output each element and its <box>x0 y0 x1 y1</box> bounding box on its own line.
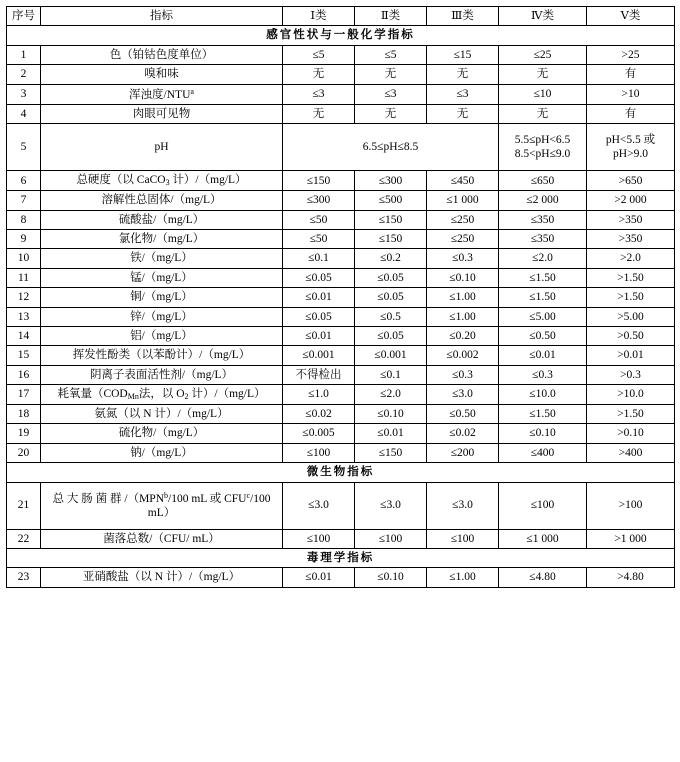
row-index: 22 <box>7 529 41 548</box>
indicator-value: ≤0.01 <box>355 424 427 443</box>
indicator-value: ≤1.00 <box>427 568 499 587</box>
table-row <box>7 124 675 171</box>
indicator-value: >1.50 <box>587 288 675 307</box>
indicator-value: ≤5 <box>355 45 427 64</box>
table-row <box>7 104 675 123</box>
table-row <box>7 568 675 587</box>
indicator-value: ≤2.0 <box>355 385 427 405</box>
table-row <box>7 249 675 268</box>
column-header: 指标 <box>41 7 283 26</box>
indicator-value: ≤200 <box>427 443 499 462</box>
table-row <box>7 210 675 229</box>
indicator-value: ≤0.01 <box>283 288 355 307</box>
indicator-value: ≤0.01 <box>283 568 355 587</box>
indicator-value: ≤3.0 <box>427 482 499 529</box>
indicator-value: >0.01 <box>587 346 675 365</box>
indicator-value: ≤400 <box>499 443 587 462</box>
indicator-name: 色（铂钴色度单位） <box>41 45 283 64</box>
indicator-value: ≤0.20 <box>427 326 499 345</box>
indicator-value-span: 6.5≤pH≤8.5 <box>283 124 499 171</box>
indicator-value: >1 000 <box>587 529 675 548</box>
indicator-name: 肉眼可见物 <box>41 104 283 123</box>
indicator-value: 5.5≤pH<6.5 8.5<pH≤9.0 <box>499 124 587 171</box>
indicator-value: ≤0.10 <box>355 568 427 587</box>
indicator-value: ≤50 <box>283 210 355 229</box>
indicator-value: 无 <box>499 65 587 84</box>
row-index: 6 <box>7 171 41 191</box>
indicator-value: ≤15 <box>427 45 499 64</box>
indicator-value: ≤25 <box>499 45 587 64</box>
indicator-value: >2 000 <box>587 191 675 210</box>
indicator-value: >1.50 <box>587 405 675 424</box>
indicator-value: ≤10.0 <box>499 385 587 405</box>
table-row <box>7 365 675 384</box>
indicator-value: ≤2 000 <box>499 191 587 210</box>
indicator-value: ≤1.50 <box>499 268 587 287</box>
indicator-name: 溶解性总固体/（mg/L） <box>41 191 283 210</box>
indicator-value: ≤0.001 <box>355 346 427 365</box>
indicator-value: ≤1.00 <box>427 307 499 326</box>
indicator-value: ≤150 <box>355 230 427 249</box>
indicator-value: ≤1.50 <box>499 405 587 424</box>
indicator-value: >2.0 <box>587 249 675 268</box>
indicator-name: 硫化物/（mg/L） <box>41 424 283 443</box>
section-title: 毒理学指标 <box>7 548 675 567</box>
indicator-value: ≤300 <box>355 171 427 191</box>
indicator-name: 铜/（mg/L） <box>41 288 283 307</box>
indicator-value: 有 <box>587 65 675 84</box>
indicator-value: ≤0.005 <box>283 424 355 443</box>
indicator-name: 嗅和味 <box>41 65 283 84</box>
indicator-value: ≤0.05 <box>355 288 427 307</box>
row-index: 8 <box>7 210 41 229</box>
indicator-value: 无 <box>355 65 427 84</box>
row-index: 10 <box>7 249 41 268</box>
table-row <box>7 268 675 287</box>
row-index: 14 <box>7 326 41 345</box>
indicator-value: ≤3.0 <box>355 482 427 529</box>
section-title: 微生物指标 <box>7 463 675 482</box>
table-row <box>7 230 675 249</box>
table-row <box>7 346 675 365</box>
table-row <box>7 424 675 443</box>
row-index: 11 <box>7 268 41 287</box>
row-index: 7 <box>7 191 41 210</box>
table-row <box>7 443 675 462</box>
indicator-value: ≤2.0 <box>499 249 587 268</box>
indicator-value: ≤350 <box>499 210 587 229</box>
indicator-value: >0.10 <box>587 424 675 443</box>
indicator-value: ≤0.1 <box>283 249 355 268</box>
indicator-value: ≤0.05 <box>283 307 355 326</box>
table-row <box>7 326 675 345</box>
indicator-name: 钠/（mg/L） <box>41 443 283 462</box>
indicator-name: 铁/（mg/L） <box>41 249 283 268</box>
indicator-value: ≤0.2 <box>355 249 427 268</box>
indicator-value: >400 <box>587 443 675 462</box>
indicator-value: ≤100 <box>499 482 587 529</box>
indicator-value: ≤500 <box>355 191 427 210</box>
indicator-name: 阴离子表面活性剂/（mg/L） <box>41 365 283 384</box>
indicator-value: ≤0.10 <box>355 405 427 424</box>
row-index: 17 <box>7 385 41 405</box>
indicator-value: 无 <box>499 104 587 123</box>
indicator-value: ≤0.05 <box>355 326 427 345</box>
section-header-row <box>7 463 675 482</box>
indicator-value: ≤1.0 <box>283 385 355 405</box>
indicator-value: ≤450 <box>427 171 499 191</box>
row-index: 1 <box>7 45 41 64</box>
indicator-name: 总 大 肠 菌 群 /（MPN$^b$/100 mL 或 CFU$^c$/100 mL） <box>41 482 283 529</box>
indicator-value: >350 <box>587 210 675 229</box>
indicator-value: ≤3 <box>283 84 355 104</box>
column-header: Ⅱ类 <box>355 7 427 26</box>
indicator-value: ≤0.3 <box>499 365 587 384</box>
indicator-value: 不得检出 <box>283 365 355 384</box>
row-index: 20 <box>7 443 41 462</box>
table-row <box>7 482 675 529</box>
section-header-row <box>7 548 675 567</box>
indicator-value: >0.50 <box>587 326 675 345</box>
row-index: 15 <box>7 346 41 365</box>
table-header-row <box>7 7 675 26</box>
indicator-name: 浑浊度/NTU$^a$ <box>41 84 283 104</box>
indicator-value: ≤0.10 <box>499 424 587 443</box>
indicator-value: ≤100 <box>283 443 355 462</box>
indicator-value: ≤0.01 <box>499 346 587 365</box>
indicator-value: 有 <box>587 104 675 123</box>
indicator-value: ≤0.10 <box>427 268 499 287</box>
indicator-value: >10 <box>587 84 675 104</box>
indicator-value: ≤0.3 <box>427 249 499 268</box>
indicator-value: ≤4.80 <box>499 568 587 587</box>
indicator-value: ≤0.50 <box>427 405 499 424</box>
column-header: Ⅴ类 <box>587 7 675 26</box>
indicator-value: ≤10 <box>499 84 587 104</box>
row-index: 9 <box>7 230 41 249</box>
indicator-name: 锌/（mg/L） <box>41 307 283 326</box>
table-row <box>7 65 675 84</box>
indicator-value: ≤1 000 <box>427 191 499 210</box>
row-index: 21 <box>7 482 41 529</box>
indicator-value: ≤150 <box>355 210 427 229</box>
water-quality-table <box>6 6 675 588</box>
indicator-name: 铝/（mg/L） <box>41 326 283 345</box>
indicator-name: 硫酸盐/（mg/L） <box>41 210 283 229</box>
indicator-value: ≤0.01 <box>283 326 355 345</box>
indicator-value: ≤100 <box>427 529 499 548</box>
indicator-value: ≤250 <box>427 230 499 249</box>
indicator-value: ≤0.002 <box>427 346 499 365</box>
indicator-value: ≤3 <box>427 84 499 104</box>
column-header: Ⅰ类 <box>283 7 355 26</box>
indicator-value: ≤650 <box>499 171 587 191</box>
row-index: 2 <box>7 65 41 84</box>
column-header: Ⅲ类 <box>427 7 499 26</box>
table-row <box>7 307 675 326</box>
row-index: 16 <box>7 365 41 384</box>
indicator-value: 无 <box>283 65 355 84</box>
indicator-value: ≤1.50 <box>499 288 587 307</box>
indicator-value: >5.00 <box>587 307 675 326</box>
indicator-value: >0.3 <box>587 365 675 384</box>
table-row <box>7 385 675 405</box>
indicator-name: 锰/（mg/L） <box>41 268 283 287</box>
indicator-value: ≤0.1 <box>355 365 427 384</box>
indicator-value: ≤5 <box>283 45 355 64</box>
table-row <box>7 529 675 548</box>
indicator-name: 耗氧量（$COD_{Mn}$法，以 $O_2$ 计）/（mg/L） <box>41 385 283 405</box>
indicator-value: ≤0.3 <box>427 365 499 384</box>
section-title: 感官性状与一般化学指标 <box>7 26 675 45</box>
indicator-value: ≤0.50 <box>499 326 587 345</box>
indicator-value: ≤100 <box>283 529 355 548</box>
indicator-name: 总硬度（以 CaCO$_3$ 计）/（mg/L） <box>41 171 283 191</box>
indicator-value: >1.50 <box>587 268 675 287</box>
table-row <box>7 84 675 104</box>
table-row <box>7 405 675 424</box>
indicator-value: ≤0.05 <box>355 268 427 287</box>
row-index: 23 <box>7 568 41 587</box>
indicator-name: pH <box>41 124 283 171</box>
indicator-name: 氯化物/（mg/L） <box>41 230 283 249</box>
indicator-value: ≤0.02 <box>427 424 499 443</box>
indicator-value: >650 <box>587 171 675 191</box>
indicator-value: 无 <box>283 104 355 123</box>
column-header: Ⅳ类 <box>499 7 587 26</box>
indicator-value: ≤350 <box>499 230 587 249</box>
indicator-value: >350 <box>587 230 675 249</box>
indicator-value: ≤0.05 <box>283 268 355 287</box>
indicator-name: 亚硝酸盐（以 N 计）/（mg/L） <box>41 568 283 587</box>
indicator-value: ≤0.001 <box>283 346 355 365</box>
indicator-value: pH<5.5 或 pH>9.0 <box>587 124 675 171</box>
indicator-name: 菌落总数/（CFU/ mL） <box>41 529 283 548</box>
row-index: 5 <box>7 124 41 171</box>
row-index: 4 <box>7 104 41 123</box>
indicator-value: ≤0.5 <box>355 307 427 326</box>
indicator-value: ≤1 000 <box>499 529 587 548</box>
row-index: 3 <box>7 84 41 104</box>
row-index: 13 <box>7 307 41 326</box>
section-header-row <box>7 26 675 45</box>
indicator-value: ≤0.02 <box>283 405 355 424</box>
table-row <box>7 171 675 191</box>
indicator-value: ≤3.0 <box>427 385 499 405</box>
table-row <box>7 191 675 210</box>
indicator-value: ≤3.0 <box>283 482 355 529</box>
indicator-value: ≤250 <box>427 210 499 229</box>
indicator-value: 无 <box>427 104 499 123</box>
indicator-value: >25 <box>587 45 675 64</box>
indicator-value: 无 <box>427 65 499 84</box>
row-index: 19 <box>7 424 41 443</box>
indicator-value: ≤50 <box>283 230 355 249</box>
indicator-value: ≤150 <box>283 171 355 191</box>
column-header: 序号 <box>7 7 41 26</box>
row-index: 12 <box>7 288 41 307</box>
indicator-value: ≤1.00 <box>427 288 499 307</box>
indicator-value: ≤3 <box>355 84 427 104</box>
indicator-value: ≤300 <box>283 191 355 210</box>
row-index: 18 <box>7 405 41 424</box>
indicator-value: 无 <box>355 104 427 123</box>
indicator-name: 氨氮（以 N 计）/（mg/L） <box>41 405 283 424</box>
indicator-value: ≤150 <box>355 443 427 462</box>
indicator-value: >100 <box>587 482 675 529</box>
table-row <box>7 288 675 307</box>
indicator-name: 挥发性酚类（以苯酚计）/（mg/L） <box>41 346 283 365</box>
indicator-value: ≤100 <box>355 529 427 548</box>
table-row <box>7 45 675 64</box>
indicator-value: >4.80 <box>587 568 675 587</box>
indicator-value: >10.0 <box>587 385 675 405</box>
indicator-value: ≤5.00 <box>499 307 587 326</box>
